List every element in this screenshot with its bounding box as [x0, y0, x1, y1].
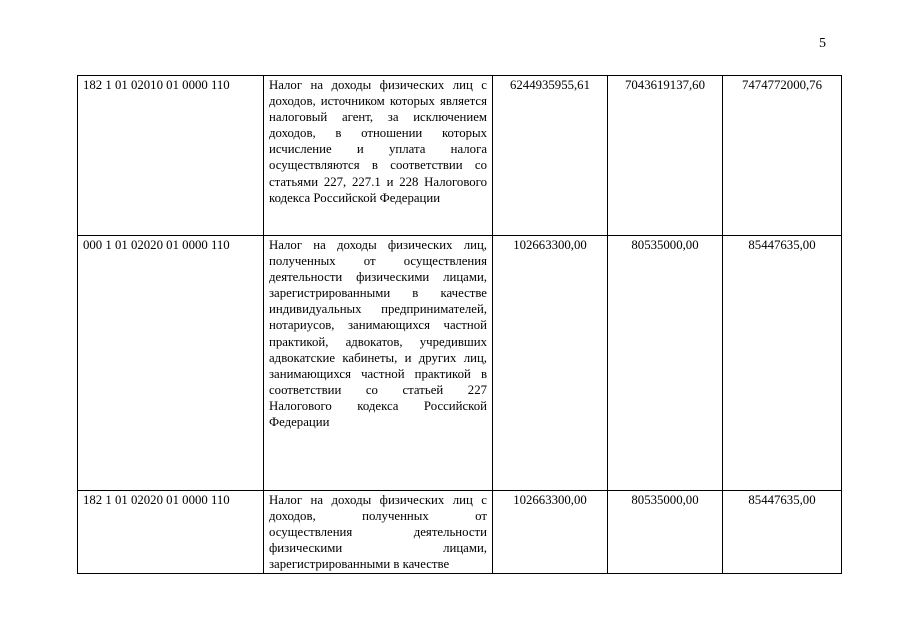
budget-code-cell: 182 1 01 02020 01 0000 110	[78, 491, 264, 574]
description-cell	[264, 491, 493, 574]
description-text: Налог на доходы физических лиц с доходов, полученных от осуществления деятельности физическими лицами, зарегистрированными в качестве	[269, 493, 487, 572]
amount-cell-1: 6244935955,61	[493, 76, 608, 236]
description-cell	[264, 236, 493, 491]
amount-cell-1: 102663300,00	[493, 491, 608, 574]
budget-code-cell: 000 1 01 02020 01 0000 110	[78, 236, 264, 491]
amount-cell-3: 85447635,00	[723, 236, 842, 491]
budget-revenue-table	[77, 75, 842, 574]
amount-cell-2: 80535000,00	[608, 236, 723, 491]
amount-cell-3: 85447635,00	[723, 491, 842, 574]
table-row	[78, 491, 842, 574]
description-cell	[264, 76, 493, 236]
description-text: Налог на доходы физических лиц с доходов, источником которых является налоговый агент, за исключением доходов, в отношении которых исчисление и уплата налога осуществляются в соответствии со статьями 227, 227.1 и 228 Налогового кодекса Российской Федерации	[269, 78, 487, 205]
table-row	[78, 76, 842, 236]
description-text: Налог на доходы физических лиц, полученных от осуществления деятельности физическими лицами, зарегистрированными в качестве индивидуальных предпринимателей, нотариусов, занимающихся частной практикой, адвокатов, учредивших адвокатские кабинеты, и других лиц, занимающихся частной практикой в соответствии со статьей 227 Налогового кодекса Российской Федерации	[269, 238, 487, 430]
amount-cell-1: 102663300,00	[493, 236, 608, 491]
page-number: 5	[819, 36, 826, 51]
amount-cell-3: 7474772000,76	[723, 76, 842, 236]
budget-code-cell: 182 1 01 02010 01 0000 110	[78, 76, 264, 236]
amount-cell-2: 7043619137,60	[608, 76, 723, 236]
table-row	[78, 236, 842, 491]
amount-cell-2: 80535000,00	[608, 491, 723, 574]
